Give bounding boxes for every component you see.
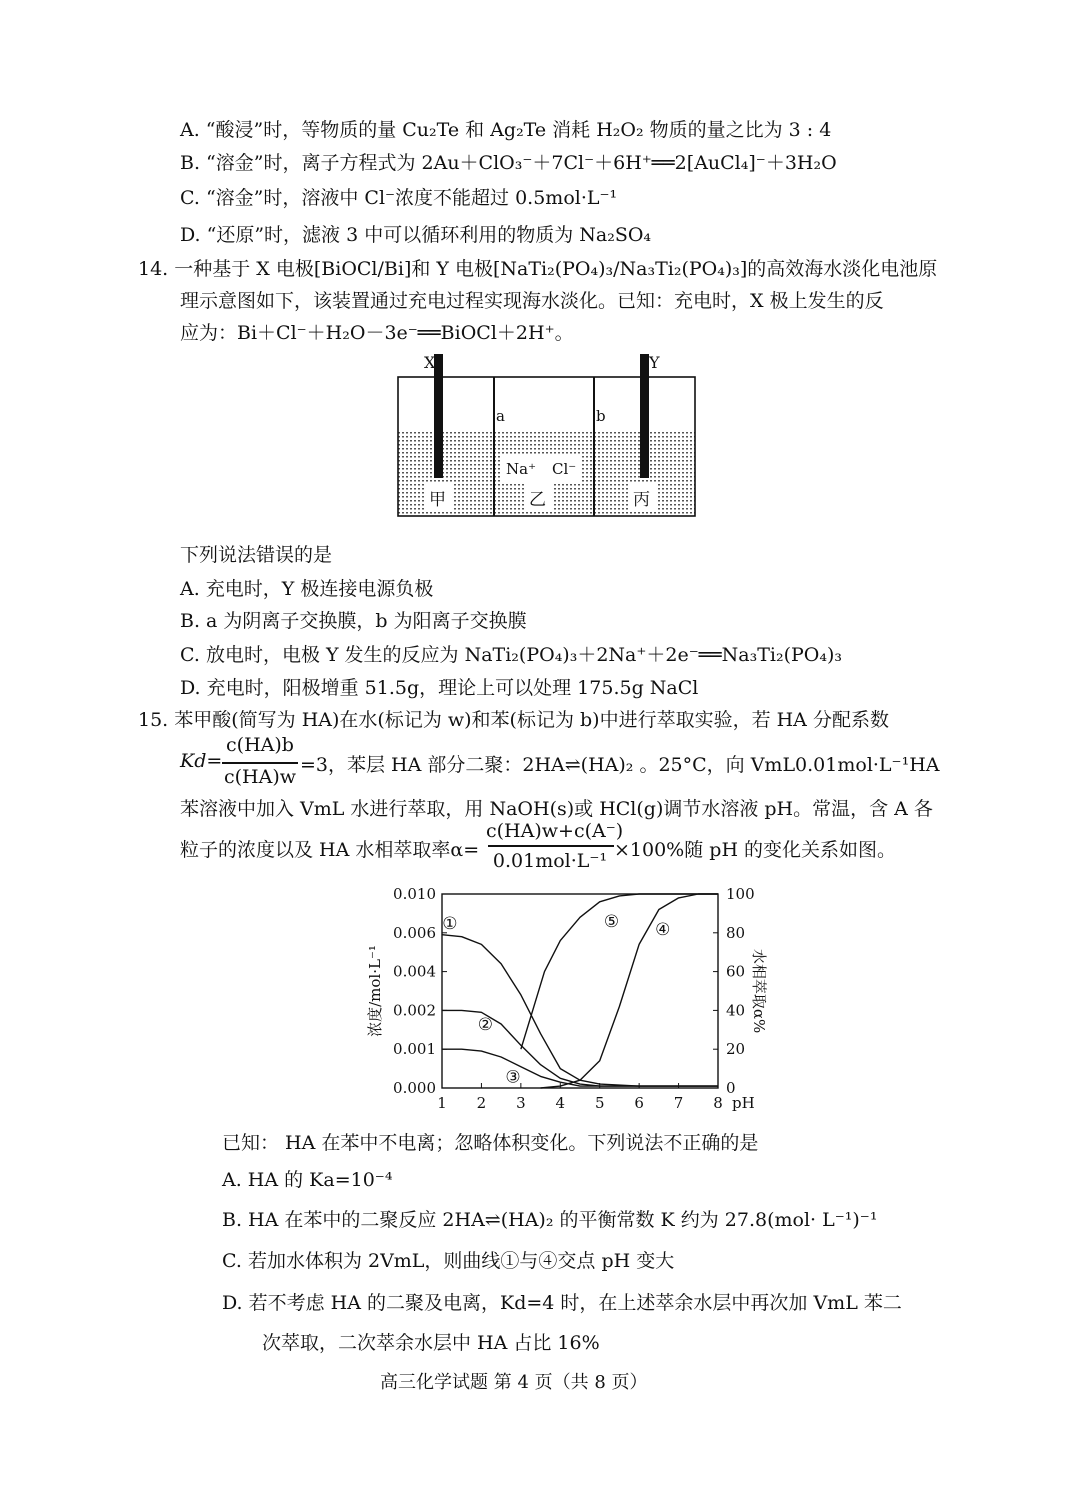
curve-4	[541, 894, 718, 1088]
alpha-denominator: 0.01mol·L⁻¹	[492, 850, 608, 872]
q14-option-a: A. 充电时，Y 极连接电源负极	[180, 578, 434, 600]
chamber-3-label: 丙	[633, 490, 650, 510]
q14-option-c: C. 放电时，电极 Y 发生的反应为 NaTi₂(PO₄)₃＋2Na⁺＋2e⁻══Na₃Ti₂(PO₄)₃	[180, 644, 843, 666]
kd-label: Kd=	[180, 750, 223, 772]
q15-stem-line-1: 15. 苯甲酸(简写为 HA)在水(标记为 w)和苯(标记为 b)中进行萃取实验，若 HA 分配系数	[138, 709, 889, 731]
electrode-x-label: X	[424, 353, 436, 372]
alpha-fraction-bar	[488, 845, 614, 847]
q15-option-d: D. 若不考虑 HA 的二聚及电离，Kd=4 时，在上述萃余水层中再次加 VmL 苯二	[222, 1292, 902, 1314]
y-right-tick-label: 100	[726, 885, 755, 903]
q15-stem-line-4a: 粒子的浓度以及 HA 水相萃取率α=	[180, 839, 480, 861]
electrode-y-label: Y	[649, 353, 660, 372]
q15-stem-line-4b: ×100%随 pH 的变化关系如图。	[614, 839, 897, 861]
series-label-1: ①	[442, 914, 458, 935]
x-axis-label: pH	[732, 1094, 755, 1112]
q15-stem-line-2: =3，苯层 HA 部分二聚：2HA⇌(HA)₂ 。25°C，向 VmL0.01mol·L⁻¹HA	[300, 754, 940, 776]
q15-option-a: A. HA 的 Ka=10⁻⁴	[222, 1169, 393, 1191]
x-tick-label: 8	[713, 1094, 723, 1112]
x-tick-label: 1	[437, 1094, 447, 1112]
q13-option-a: A. “酸浸”时，等物质的量 Cu₂Te 和 Ag₂Te 消耗 H₂O₂ 物质的量之比为 3 : 4	[180, 119, 832, 141]
y-left-tick-label: 0.004	[393, 962, 436, 981]
kd-fraction-bar	[222, 762, 298, 764]
y-right-tick-label: 60	[726, 962, 746, 981]
x-tick-label: 4	[555, 1094, 566, 1112]
q13-option-b: B. “溶金”时，离子方程式为 2Au＋ClO₃⁻＋7Cl⁻＋6H⁺══2[AuCl₄]⁻＋3H₂O	[180, 152, 837, 174]
ion-na-label: Na⁺	[506, 460, 536, 478]
membrane-b-label: b	[596, 407, 606, 425]
y-left-tick-label: 0.001	[393, 1040, 436, 1059]
q14-stem-line-1: 14. 一种基于 X 电极[BiOCl/Bi]和 Y 电极[NaTi₂(PO₄)₃/Na₃Ti₂(PO₄)₃]的高效海水淡化电池原	[138, 258, 938, 280]
plot-frame	[442, 894, 718, 1088]
y-right-tick-label: 40	[726, 1001, 746, 1020]
x-tick-label: 5	[594, 1094, 605, 1112]
y-right-tick-label: 0	[726, 1079, 736, 1097]
q15-known: 已知： HA 在苯中不电离；忽略体积变化。下列说法不正确的是	[222, 1132, 759, 1154]
q14-stem-line-3: 应为：Bi＋Cl⁻＋H₂O－3e⁻══BiOCl＋2H⁺。	[180, 322, 574, 344]
y-left-tick-label: 0.002	[393, 1001, 436, 1020]
electrode-x-rod	[434, 354, 443, 478]
curve-5	[521, 894, 718, 1049]
q13-option-d: D. “还原”时，滤液 3 中可以循环利用的物质为 Na₂SO₄	[180, 224, 652, 246]
y-left-tick-label: 0.000	[393, 1079, 436, 1097]
membrane-a-label: a	[496, 407, 505, 425]
q14-option-b: B. a 为阴离子交换膜，b 为阳离子交换膜	[180, 610, 527, 632]
q15-option-c: C. 若加水体积为 2VmL，则曲线①与④交点 pH 变大	[222, 1250, 675, 1272]
y-left-tick-label: 0.010	[393, 885, 436, 903]
kd-denominator: c(HA)w	[223, 766, 297, 788]
q14-option-d: D. 充电时，阳极增重 51.5g，理论上可以处理 175.5g NaCl	[180, 677, 699, 699]
kd-numerator: c(HA)b	[226, 734, 294, 756]
y-left-tick-label: 0.006	[393, 923, 436, 942]
q13-option-c: C. “溶金”时，溶液中 Cl⁻浓度不能超过 0.5mol·L⁻¹	[180, 187, 618, 209]
y-right-tick-label: 20	[726, 1040, 746, 1059]
y-right-tick-label: 80	[726, 923, 746, 942]
q15-option-b: B. HA 在苯中的二聚反应 2HA⇌(HA)₂ 的平衡常数 K 约为 27.8(mol· L⁻¹)⁻¹	[222, 1209, 878, 1231]
y-left-axis-title: 浓度/mol·L⁻¹	[366, 945, 384, 1037]
x-tick-label: 2	[476, 1094, 487, 1112]
ion-cl-label: Cl⁻	[552, 460, 577, 478]
x-tick-label: 6	[634, 1094, 644, 1112]
q15-option-d-cont: 次萃取，二次萃余水层中 HA 占比 16%	[262, 1332, 600, 1354]
q14-stem-line-2: 理示意图如下，该装置通过充电过程实现海水淡化。已知：充电时，X 极上发生的反	[180, 290, 884, 312]
curve-1	[442, 935, 718, 1086]
series-label-5: ⑤	[603, 912, 620, 933]
chamber-2-label: 乙	[529, 490, 546, 510]
q15-stem-line-3: 苯溶液中加入 VmL 水进行萃取，用 NaOH(s)或 HCl(g)调节水溶液 pH。常温，含 A 各	[180, 798, 933, 820]
series-label-3: ③	[505, 1067, 521, 1088]
y-right-axis-title: 水相萃取α%	[750, 948, 768, 1034]
q14-prompt: 下列说法错误的是	[180, 544, 333, 566]
electrolysis-cell-diagram	[390, 348, 700, 520]
ph-distribution-chart	[360, 876, 768, 1120]
electrode-y-rod	[640, 354, 649, 478]
page-footer: 高三化学试题 第 4 页（共 8 页）	[380, 1372, 648, 1393]
x-tick-label: 7	[673, 1094, 684, 1112]
series-label-2: ②	[477, 1014, 493, 1035]
alpha-numerator: c(HA)w+c(A⁻)	[486, 820, 624, 842]
x-tick-label: 3	[516, 1094, 526, 1112]
series-label-4: ④	[655, 919, 671, 940]
chamber-1-label: 甲	[429, 490, 446, 510]
